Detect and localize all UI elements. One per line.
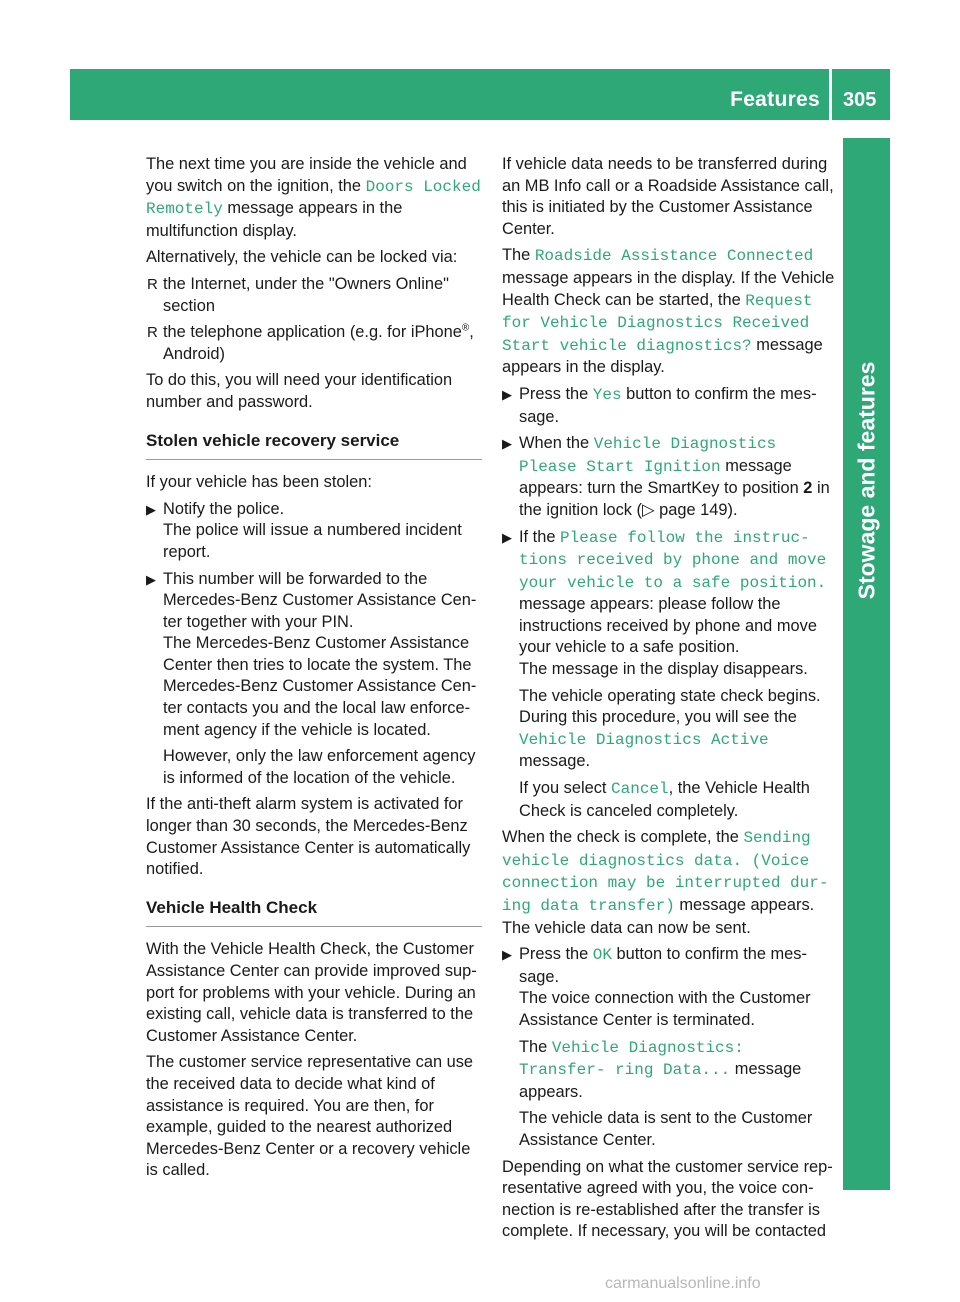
step-arrow-icon: ▶ — [502, 386, 512, 402]
side-tab-label-wrap — [843, 320, 890, 640]
watermark: carmanualsonline.info — [605, 1275, 761, 1292]
paragraph: If your vehicle has been stolen: — [146, 473, 372, 492]
display-message: Cancel — [611, 780, 669, 799]
paragraph: If the anti-theft alarm system is activated for longer than 30 seconds, the Mercedes-Benz Customer Assistance Center is automatically notified. — [146, 795, 471, 879]
display-message: Doors Locked Remotely — [146, 177, 481, 219]
paragraph: With the Vehicle Health Check, the Customer Assistance Center can provide improved sup- port for problems with your vehicle. During an existing call, vehicle data is transferred to the Customer Assistance Center. — [146, 940, 477, 1045]
bullet-icon: R — [147, 324, 158, 342]
section-heading: Stolen vehicle recovery service — [146, 430, 482, 461]
step-arrow-icon: ▶ — [502, 947, 512, 963]
paragraph: The Roadside Assistance Connected message appears in the display. If the Vehicle Health Check can be started, the Request for Vehicle Diagnostics Received Start vehicle diagnostics? message appears in the display. — [502, 246, 835, 377]
step-note: However, only the law enforcement agency is informed of the location of the vehicle. — [163, 747, 476, 787]
right-column — [502, 154, 835, 1248]
display-message: Request for Vehicle Diagnostics Received Start vehicle diagnostics? — [502, 291, 813, 355]
display-message: OK — [592, 946, 612, 965]
step-item: ▶ When the Vehicle Diagnostics Please Start Ignition message appears: turn the SmartKey to position 2 in the ignition lock (▷ page 149). — [502, 434, 830, 519]
step-note: The vehicle data is sent to the Customer Assistance Center. — [519, 1109, 813, 1149]
display-message: Please follow the instruc- tions received by phone and move your vehicle to a safe position. — [519, 528, 827, 592]
display-message: Vehicle Diagnostics Please Start Ignition — [519, 435, 777, 476]
page-reference-icon: ▷ — [642, 500, 655, 519]
header-separator — [829, 69, 832, 120]
display-message: Vehicle Diagnostics: Transfer- ring Data... — [519, 1038, 744, 1080]
section-heading: Vehicle Health Check — [146, 897, 482, 928]
paragraph: Alternatively, the vehicle can be locked via: — [146, 248, 458, 267]
display-message: Sending vehicle diagnostics data. (Voice connection may be interrupted dur- ing data transfer) — [502, 829, 829, 915]
step-note: The vehicle operating state check begins. During this procedure, you will see the Vehicle Diagnostics Active message. — [519, 686, 821, 771]
step-note: The Vehicle Diagnostics: Transfer- ring Data... message appears. — [519, 1037, 802, 1101]
step-item: ▶ Notify the police. The police will issue a numbered incident report. — [146, 499, 462, 561]
page-number: 305 — [843, 89, 877, 111]
paragraph: Depending on what the customer service rep- resentative agreed with you, the voice con- nection is re-established after the transfer is complete. If necessary, you will be contacted — [502, 1157, 833, 1241]
bullet-item: R the telephone application (e.g. for iPhone®, Android) — [147, 322, 474, 363]
step-arrow-icon: ▶ — [502, 529, 512, 545]
display-message: Roadside Assistance Connected — [534, 247, 814, 266]
side-tab — [843, 138, 890, 1190]
step-arrow-icon: ▶ — [146, 571, 156, 587]
display-message: Vehicle Diagnostics Active — [519, 730, 769, 749]
step-item: ▶ If the Please follow the instruc- tions received by phone and move your vehicle to a safe position. message appears: please follow the instructions received by phone and move your vehicle to a safe position. The message in the display disappears. — [502, 527, 827, 679]
step-item: ▶ This number will be forwarded to the Mercedes-Benz Customer Assistance Cen- ter together with your PIN. The Mercedes-Benz Customer Assistance Center then tries to locate the system. The Mercedes-Benz Customer Assistance Cen- ter contacts you and the local law enforce- ment agency if the vehicle is located. — [146, 569, 477, 739]
paragraph: The customer service representative can use the received data to decide what kind of assistance is required. You are then, for example, guided to the nearest authorized Mercedes-Benz Center or a recovery vehicle is called. — [146, 1053, 474, 1180]
bullet-item: R the Internet, under the "Owners Online" section — [147, 274, 449, 315]
paragraph: To do this, you will need your identification number and password. — [146, 371, 453, 411]
display-message: Yes — [592, 385, 622, 404]
bullet-icon: R — [147, 275, 158, 293]
step-arrow-icon: ▶ — [502, 436, 512, 452]
paragraph: The next time you are inside the vehicle and you switch on the ignition, the Doors Locked Remotely message appears in the multifunction display. — [146, 155, 481, 240]
side-tab-label: Stowage and features — [853, 361, 880, 599]
paragraph: When the check is complete, the Sending vehicle diagnostics data. (Voice connection may be interrupted dur- ing data transfer) message appears. The vehicle data can now be sent. — [502, 828, 829, 937]
step-arrow-icon: ▶ — [146, 501, 156, 517]
section-title: Features — [730, 88, 820, 111]
paragraph: If vehicle data needs to be transferred during an MB Info call or a Roadside Assistance call, this is initiated by the Customer Assistance Center. — [502, 155, 834, 238]
left-column — [146, 154, 482, 1187]
step-item: ▶ Press the Yes button to confirm the mes- sage. — [502, 384, 817, 426]
step-item: ▶ Press the OK button to confirm the mes- sage. The voice connection with the Customer Assistance Center is terminated. — [502, 945, 811, 1029]
step-note: If you select Cancel, the Vehicle Health Check is canceled completely. — [519, 779, 810, 820]
